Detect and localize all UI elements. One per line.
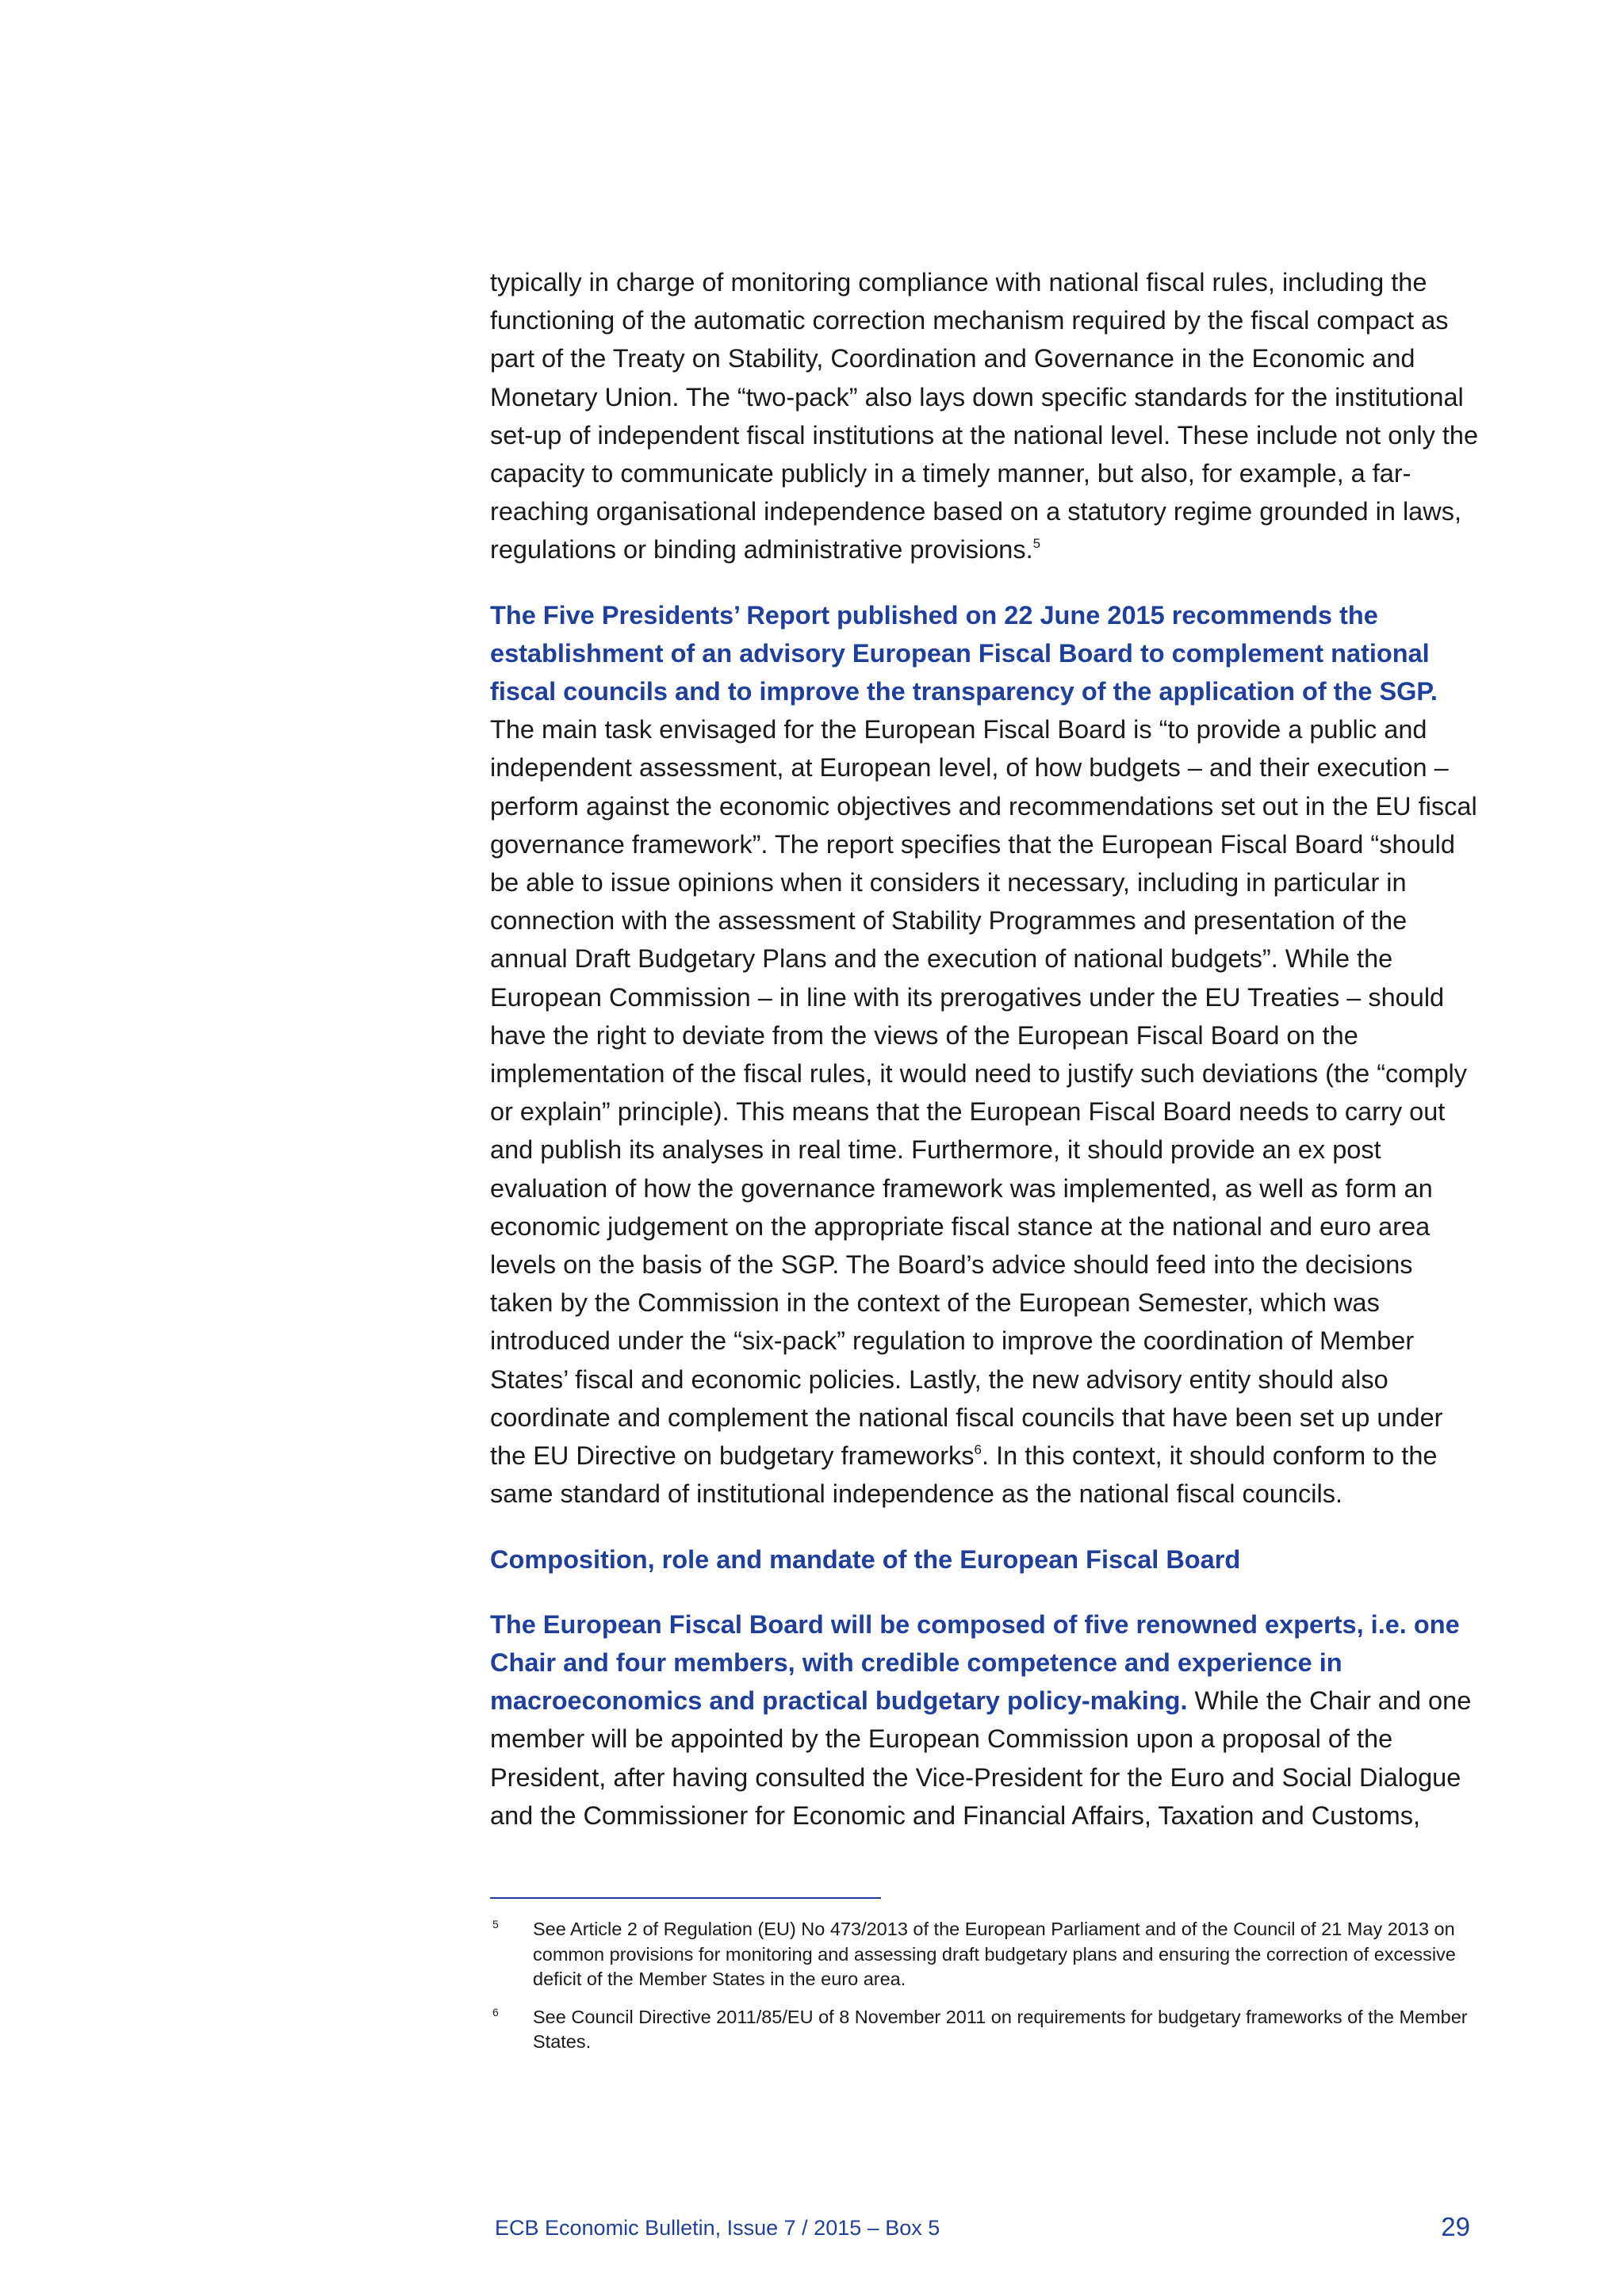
footnote-text: See Article 2 of Regulation (EU) No 473/2013 of the European Parliament and of the Council of 21 May 2013 on common provisions for monitoring and assessing draft budgetary plans and ensuring the correction of excessive deficit of the Member States in the euro area. [533, 1919, 1456, 1989]
paragraph: typically in charge of monitoring compliance with national fiscal rules, including the functioning of the automatic correction mechanism required by the fiscal compact as part of the Treaty on Stability, Coordination and Governance in the Economic and Monetary Union. The “two-pack” also lays down specific standards for the institutional set-up of independent fiscal institutions at the national level. These include not only the capacity to communicate publicly in a timely manner, but also, for example, a far-reaching organisational independence based on a statutory regime grounded in laws, regulations or binding administrative provisions.$^5$ [490, 268, 1479, 564]
footnote-divider [490, 1897, 881, 1899]
footnote-text: See Council Directive 2011/85/EU of 8 November 2011 on requirements for budgetary frameworks of the Member States. [533, 2006, 1468, 2052]
paragraph: The European Fiscal Board will be composed of five renowned experts, i.e. one Chair and four members, with credible competence and experience in macroeconomics and practical budgetary policy-making. While the Chair and one member will be appointed by the European Commission upon a proposal of the President, after having consulted the Vice-President for the Euro and Social Dialogue and the Commissioner for Economic and Financial Affairs, Taxation and Customs, [490, 1609, 1472, 1830]
section-heading: Composition, role and mandate of the European Fiscal Board [490, 1544, 1241, 1574]
footnote-number: 6 [492, 2005, 499, 2019]
footnote [490, 1917, 1481, 1992]
main-text [490, 263, 1481, 1862]
paragraph: The Five Presidents’ Report published on 22 June 2015 recommends the establishment of an advisory European Fiscal Board to complement national fiscal councils and to improve the transparency of the application of the SGP. The main task envisaged for the European Fiscal Board is “to provide a public and independent assessment, at European level, of how budgets – and their execution – perform against the economic objectives and recommendations set out in the EU fiscal governance framework”. The report specifies that the European Fiscal Board “should be able to issue opinions when it considers it necessary, including in particular in connection with the assessment of Stability Programmes and presentation of the annual Draft Budgetary Plans and the execution of national budgets”. While the European Commission – in line with its prerogatives under the EU Treaties – should have the right to deviate from the views of the European Fiscal Board on the implementation of the fiscal rules, it would need to justify such deviations (the “comply or explain” principle). This means that the European Fiscal Board needs to carry out and publish its analyses in real time. Furthermore, it should provide an ex post evaluation of how the governance framework was implemented, as well as form an economic judgement on the appropriate fiscal stance at the national and euro area levels on the basis of the SGP. The Board’s advice should feed into the decisions taken by the Commission in the context of the European Semester, which was introduced under the “six-pack” regulation to improve the coordination of Member States’ fiscal and economic policies. Lastly, the new advisory entity should also coordinate and complement the national fiscal councils that have been set up under the EU Directive on budgetary frameworks$^6$. In this context, it should conform to the same standard of institutional independence as the national fiscal councils. [490, 600, 1477, 1509]
footnote-ref[interactable]: 6 [974, 1442, 982, 1458]
footnote [490, 2005, 1481, 2055]
page-number: 29 [1441, 2212, 1470, 2241]
footnotes [490, 1917, 1481, 2068]
footnote-number: 5 [492, 1918, 499, 1931]
footer-title: ECB Economic Bulletin, Issue 7 / 2015 – Box 5 [495, 2216, 940, 2240]
footnote-ref[interactable]: 5 [1032, 536, 1041, 552]
paragraph-lead: The European Fiscal Board will be composed of five renowned experts, i.e. one Chair and four members, with credible competence and experience in macroeconomics and practical budgetary policy-making. [490, 1609, 1460, 1716]
paragraph-lead: The Five Presidents’ Report published on 22 June 2015 recommends the establishment of an advisory European Fiscal Board to complement national fiscal councils and to improve the transparency of the application of the SGP. [490, 600, 1438, 706]
